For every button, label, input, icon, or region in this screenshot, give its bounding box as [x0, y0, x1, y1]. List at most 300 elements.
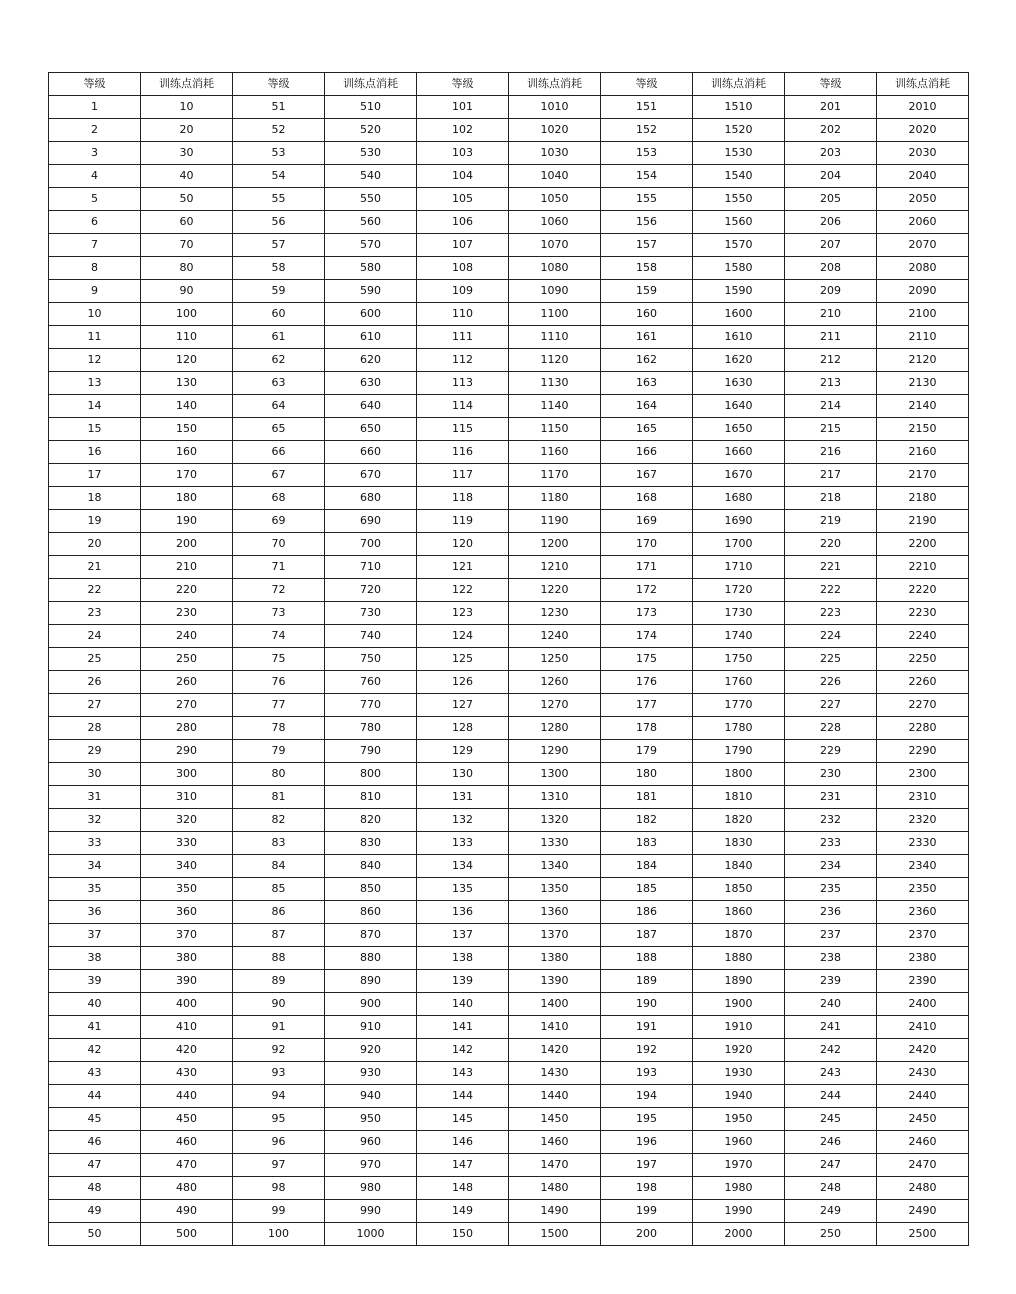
training-cost-cell: 1550 [693, 188, 785, 211]
level-cell: 139 [417, 970, 509, 993]
table-row [49, 119, 969, 142]
level-cell: 77 [233, 694, 325, 717]
level-cell: 47 [49, 1154, 141, 1177]
training-cost-cell: 1280 [509, 717, 601, 740]
training-cost-cell: 1630 [693, 372, 785, 395]
training-cost-cell: 460 [141, 1131, 233, 1154]
table-row [49, 142, 969, 165]
training-cost-cell: 2290 [877, 740, 969, 763]
level-cell: 62 [233, 349, 325, 372]
level-cell: 4 [49, 165, 141, 188]
level-cell: 186 [601, 901, 693, 924]
level-cell: 151 [601, 96, 693, 119]
level-cell: 123 [417, 602, 509, 625]
training-cost-cell: 1970 [693, 1154, 785, 1177]
training-cost-cell: 800 [325, 763, 417, 786]
training-cost-cell: 780 [325, 717, 417, 740]
level-cell: 217 [785, 464, 877, 487]
level-cell: 101 [417, 96, 509, 119]
training-cost-cell: 430 [141, 1062, 233, 1085]
level-cell: 58 [233, 257, 325, 280]
table-row [49, 809, 969, 832]
level-cell: 41 [49, 1016, 141, 1039]
training-cost-cell: 1980 [693, 1177, 785, 1200]
table-row [49, 464, 969, 487]
level-cell: 118 [417, 487, 509, 510]
level-cell: 3 [49, 142, 141, 165]
training-cost-cell: 600 [325, 303, 417, 326]
training-cost-cell: 1680 [693, 487, 785, 510]
level-cell: 150 [417, 1223, 509, 1246]
level-cell: 164 [601, 395, 693, 418]
level-cell: 63 [233, 372, 325, 395]
level-cell: 174 [601, 625, 693, 648]
training-cost-cell: 580 [325, 257, 417, 280]
training-cost-cell: 1400 [509, 993, 601, 1016]
level-cell: 113 [417, 372, 509, 395]
training-cost-cell: 1350 [509, 878, 601, 901]
training-cost-cell: 2470 [877, 1154, 969, 1177]
training-cost-cell: 1870 [693, 924, 785, 947]
level-cell: 142 [417, 1039, 509, 1062]
table-row [49, 947, 969, 970]
training-cost-cell: 2050 [877, 188, 969, 211]
level-cell: 236 [785, 901, 877, 924]
header-row [49, 73, 969, 96]
training-cost-cell: 2130 [877, 372, 969, 395]
level-cell: 8 [49, 257, 141, 280]
training-cost-cell: 590 [325, 280, 417, 303]
training-cost-cell: 2000 [693, 1223, 785, 1246]
training-cost-cell: 140 [141, 395, 233, 418]
level-cell: 46 [49, 1131, 141, 1154]
header-level: 等级 [785, 73, 877, 96]
level-cell: 156 [601, 211, 693, 234]
table-row [49, 970, 969, 993]
training-cost-cell: 1530 [693, 142, 785, 165]
training-cost-cell: 520 [325, 119, 417, 142]
training-cost-cell: 1940 [693, 1085, 785, 1108]
training-cost-cell: 420 [141, 1039, 233, 1062]
level-cell: 76 [233, 671, 325, 694]
level-cell: 209 [785, 280, 877, 303]
training-cost-cell: 370 [141, 924, 233, 947]
level-cell: 92 [233, 1039, 325, 1062]
level-cell: 20 [49, 533, 141, 556]
training-cost-cell: 710 [325, 556, 417, 579]
training-cost-cell: 2220 [877, 579, 969, 602]
level-cell: 115 [417, 418, 509, 441]
level-cell: 71 [233, 556, 325, 579]
level-cell: 206 [785, 211, 877, 234]
training-cost-cell: 820 [325, 809, 417, 832]
training-cost-cell: 700 [325, 533, 417, 556]
level-cell: 145 [417, 1108, 509, 1131]
training-cost-cell: 1360 [509, 901, 601, 924]
training-cost-cell: 1120 [509, 349, 601, 372]
level-cell: 19 [49, 510, 141, 533]
training-cost-cell: 1520 [693, 119, 785, 142]
level-cell: 55 [233, 188, 325, 211]
training-cost-cell: 1300 [509, 763, 601, 786]
training-cost-cell: 1240 [509, 625, 601, 648]
table-row [49, 303, 969, 326]
training-cost-cell: 1740 [693, 625, 785, 648]
training-cost-cell: 50 [141, 188, 233, 211]
level-cell: 100 [233, 1223, 325, 1246]
level-cell: 239 [785, 970, 877, 993]
training-cost-cell: 1390 [509, 970, 601, 993]
training-cost-cell: 290 [141, 740, 233, 763]
training-cost-cell: 1170 [509, 464, 601, 487]
training-cost-cell: 640 [325, 395, 417, 418]
training-cost-cell: 1860 [693, 901, 785, 924]
training-cost-cell: 1580 [693, 257, 785, 280]
level-cell: 25 [49, 648, 141, 671]
training-cost-cell: 2400 [877, 993, 969, 1016]
level-cell: 2 [49, 119, 141, 142]
training-cost-cell: 610 [325, 326, 417, 349]
level-cell: 103 [417, 142, 509, 165]
training-cost-cell: 60 [141, 211, 233, 234]
training-cost-cell: 830 [325, 832, 417, 855]
level-cell: 124 [417, 625, 509, 648]
training-cost-cell: 980 [325, 1177, 417, 1200]
table-row [49, 556, 969, 579]
training-cost-cell: 480 [141, 1177, 233, 1200]
training-cost-cell: 1050 [509, 188, 601, 211]
table-row [49, 533, 969, 556]
training-cost-cell: 1220 [509, 579, 601, 602]
training-cost-cell: 310 [141, 786, 233, 809]
training-cost-cell: 2120 [877, 349, 969, 372]
training-cost-cell: 190 [141, 510, 233, 533]
training-cost-cell: 880 [325, 947, 417, 970]
training-cost-cell: 120 [141, 349, 233, 372]
training-cost-cell: 170 [141, 464, 233, 487]
training-cost-cell: 20 [141, 119, 233, 142]
training-cost-cell: 1600 [693, 303, 785, 326]
level-cell: 10 [49, 303, 141, 326]
training-cost-cell: 1910 [693, 1016, 785, 1039]
level-cell: 59 [233, 280, 325, 303]
training-cost-cell: 1260 [509, 671, 601, 694]
training-cost-cell: 1480 [509, 1177, 601, 1200]
training-cost-cell: 690 [325, 510, 417, 533]
level-cell: 16 [49, 441, 141, 464]
training-cost-cell: 400 [141, 993, 233, 1016]
training-cost-cell: 900 [325, 993, 417, 1016]
level-cell: 57 [233, 234, 325, 257]
training-cost-cell: 1370 [509, 924, 601, 947]
level-cell: 122 [417, 579, 509, 602]
training-cost-cell: 1660 [693, 441, 785, 464]
training-cost-cell: 1670 [693, 464, 785, 487]
level-cell: 166 [601, 441, 693, 464]
training-cost-cell: 1500 [509, 1223, 601, 1246]
level-cell: 61 [233, 326, 325, 349]
level-cell: 185 [601, 878, 693, 901]
level-cell: 153 [601, 142, 693, 165]
level-cell: 158 [601, 257, 693, 280]
level-cell: 200 [601, 1223, 693, 1246]
training-cost-cell: 740 [325, 625, 417, 648]
level-cell: 192 [601, 1039, 693, 1062]
level-cell: 106 [417, 211, 509, 234]
training-cost-cell: 1920 [693, 1039, 785, 1062]
level-cell: 45 [49, 1108, 141, 1131]
level-cell: 107 [417, 234, 509, 257]
training-cost-cell: 2190 [877, 510, 969, 533]
level-cell: 105 [417, 188, 509, 211]
level-cell: 214 [785, 395, 877, 418]
training-cost-cell: 390 [141, 970, 233, 993]
level-cell: 170 [601, 533, 693, 556]
training-cost-cell: 930 [325, 1062, 417, 1085]
level-cell: 137 [417, 924, 509, 947]
training-cost-cell: 2450 [877, 1108, 969, 1131]
training-cost-cell: 1410 [509, 1016, 601, 1039]
level-cell: 140 [417, 993, 509, 1016]
level-cell: 48 [49, 1177, 141, 1200]
training-cost-cell: 1690 [693, 510, 785, 533]
training-cost-cell: 30 [141, 142, 233, 165]
training-cost-cell: 1320 [509, 809, 601, 832]
training-cost-cell: 1830 [693, 832, 785, 855]
level-cell: 168 [601, 487, 693, 510]
training-cost-cell: 1190 [509, 510, 601, 533]
table-row [49, 717, 969, 740]
training-cost-cell: 10 [141, 96, 233, 119]
level-cell: 81 [233, 786, 325, 809]
training-cost-cell: 80 [141, 257, 233, 280]
table-row [49, 648, 969, 671]
level-cell: 215 [785, 418, 877, 441]
training-cost-cell: 2140 [877, 395, 969, 418]
table-row [49, 671, 969, 694]
level-cell: 83 [233, 832, 325, 855]
level-cell: 65 [233, 418, 325, 441]
training-cost-cell: 2340 [877, 855, 969, 878]
training-cost-cell: 1890 [693, 970, 785, 993]
level-cell: 165 [601, 418, 693, 441]
level-cell: 177 [601, 694, 693, 717]
level-cell: 148 [417, 1177, 509, 1200]
training-cost-cell: 2480 [877, 1177, 969, 1200]
level-cell: 243 [785, 1062, 877, 1085]
level-cell: 73 [233, 602, 325, 625]
level-cell: 26 [49, 671, 141, 694]
training-cost-cell: 840 [325, 855, 417, 878]
training-cost-cell: 2090 [877, 280, 969, 303]
training-cost-cell: 1510 [693, 96, 785, 119]
level-cell: 117 [417, 464, 509, 487]
table-row [49, 418, 969, 441]
training-cost-cell: 2390 [877, 970, 969, 993]
training-cost-cell: 1820 [693, 809, 785, 832]
training-cost-cell: 1030 [509, 142, 601, 165]
level-cell: 72 [233, 579, 325, 602]
table-row [49, 395, 969, 418]
header-training-cost: 训练点消耗 [325, 73, 417, 96]
level-cell: 216 [785, 441, 877, 464]
level-cell: 245 [785, 1108, 877, 1131]
training-cost-cell: 790 [325, 740, 417, 763]
table-row [49, 1154, 969, 1177]
level-cell: 51 [233, 96, 325, 119]
level-cell: 154 [601, 165, 693, 188]
level-cell: 246 [785, 1131, 877, 1154]
table-row [49, 993, 969, 1016]
level-cell: 24 [49, 625, 141, 648]
training-cost-cell: 1640 [693, 395, 785, 418]
table-body [49, 96, 969, 1246]
training-cost-cell: 530 [325, 142, 417, 165]
level-cell: 27 [49, 694, 141, 717]
training-cost-cell: 2410 [877, 1016, 969, 1039]
training-cost-cell: 180 [141, 487, 233, 510]
training-cost-cell: 360 [141, 901, 233, 924]
table-row [49, 441, 969, 464]
level-cell: 169 [601, 510, 693, 533]
level-cell: 126 [417, 671, 509, 694]
training-cost-cell: 1780 [693, 717, 785, 740]
level-cell: 130 [417, 763, 509, 786]
training-cost-cell: 250 [141, 648, 233, 671]
training-cost-cell: 1990 [693, 1200, 785, 1223]
level-cell: 109 [417, 280, 509, 303]
level-cell: 143 [417, 1062, 509, 1085]
level-cell: 91 [233, 1016, 325, 1039]
level-cell: 163 [601, 372, 693, 395]
training-cost-cell: 320 [141, 809, 233, 832]
training-cost-cell: 1080 [509, 257, 601, 280]
level-cell: 82 [233, 809, 325, 832]
level-cell: 7 [49, 234, 141, 257]
training-cost-cell: 2430 [877, 1062, 969, 1085]
level-cell: 160 [601, 303, 693, 326]
training-cost-cell: 1150 [509, 418, 601, 441]
training-cost-cell: 2420 [877, 1039, 969, 1062]
training-cost-cell: 890 [325, 970, 417, 993]
training-cost-cell: 1020 [509, 119, 601, 142]
training-cost-cell: 1200 [509, 533, 601, 556]
training-cost-cell: 1340 [509, 855, 601, 878]
training-cost-cell: 650 [325, 418, 417, 441]
table-row [49, 924, 969, 947]
level-cell: 237 [785, 924, 877, 947]
header-level: 等级 [49, 73, 141, 96]
level-cell: 149 [417, 1200, 509, 1223]
level-cell: 36 [49, 901, 141, 924]
level-cell: 220 [785, 533, 877, 556]
level-cell: 31 [49, 786, 141, 809]
training-cost-cell: 810 [325, 786, 417, 809]
training-cost-cell: 2160 [877, 441, 969, 464]
level-cell: 178 [601, 717, 693, 740]
training-cost-cell: 2030 [877, 142, 969, 165]
training-cost-cell: 450 [141, 1108, 233, 1131]
level-cell: 184 [601, 855, 693, 878]
table-row [49, 349, 969, 372]
table-row [49, 326, 969, 349]
training-cost-cell: 260 [141, 671, 233, 694]
table-row [49, 257, 969, 280]
training-cost-cell: 2100 [877, 303, 969, 326]
level-cell: 161 [601, 326, 693, 349]
level-cell: 224 [785, 625, 877, 648]
level-cell: 11 [49, 326, 141, 349]
level-cell: 157 [601, 234, 693, 257]
level-cell: 176 [601, 671, 693, 694]
level-cell: 104 [417, 165, 509, 188]
table-row [49, 280, 969, 303]
level-cell: 132 [417, 809, 509, 832]
training-cost-cell: 570 [325, 234, 417, 257]
training-cost-cell: 470 [141, 1154, 233, 1177]
level-cell: 171 [601, 556, 693, 579]
table-row [49, 1200, 969, 1223]
training-cost-cell: 660 [325, 441, 417, 464]
training-cost-cell: 1420 [509, 1039, 601, 1062]
training-cost-cell: 340 [141, 855, 233, 878]
training-cost-cell: 1610 [693, 326, 785, 349]
level-cell: 181 [601, 786, 693, 809]
training-cost-cell: 1790 [693, 740, 785, 763]
level-cell: 162 [601, 349, 693, 372]
training-cost-cell: 1800 [693, 763, 785, 786]
level-cell: 21 [49, 556, 141, 579]
level-cell: 40 [49, 993, 141, 1016]
level-cell: 244 [785, 1085, 877, 1108]
training-cost-cell: 70 [141, 234, 233, 257]
level-cell: 33 [49, 832, 141, 855]
training-cost-cell: 2270 [877, 694, 969, 717]
level-cell: 221 [785, 556, 877, 579]
training-cost-cell: 910 [325, 1016, 417, 1039]
training-cost-cell: 2230 [877, 602, 969, 625]
level-cell: 204 [785, 165, 877, 188]
training-cost-cell: 920 [325, 1039, 417, 1062]
level-cell: 30 [49, 763, 141, 786]
level-cell: 228 [785, 717, 877, 740]
level-cell: 225 [785, 648, 877, 671]
header-training-cost: 训练点消耗 [877, 73, 969, 96]
level-cell: 78 [233, 717, 325, 740]
training-cost-cell: 1760 [693, 671, 785, 694]
level-cell: 180 [601, 763, 693, 786]
training-cost-cell: 1840 [693, 855, 785, 878]
table-row [49, 832, 969, 855]
training-cost-cell: 720 [325, 579, 417, 602]
level-cell: 155 [601, 188, 693, 211]
level-cell: 207 [785, 234, 877, 257]
level-cell: 95 [233, 1108, 325, 1131]
training-cost-cell: 1110 [509, 326, 601, 349]
level-cell: 89 [233, 970, 325, 993]
training-cost-cell: 1770 [693, 694, 785, 717]
training-cost-cell: 2070 [877, 234, 969, 257]
training-cost-cell: 2040 [877, 165, 969, 188]
level-cell: 198 [601, 1177, 693, 1200]
level-cell: 22 [49, 579, 141, 602]
level-cell: 79 [233, 740, 325, 763]
training-cost-cell: 1380 [509, 947, 601, 970]
level-cell: 190 [601, 993, 693, 1016]
training-cost-cell: 350 [141, 878, 233, 901]
level-cell: 247 [785, 1154, 877, 1177]
training-cost-cell: 230 [141, 602, 233, 625]
